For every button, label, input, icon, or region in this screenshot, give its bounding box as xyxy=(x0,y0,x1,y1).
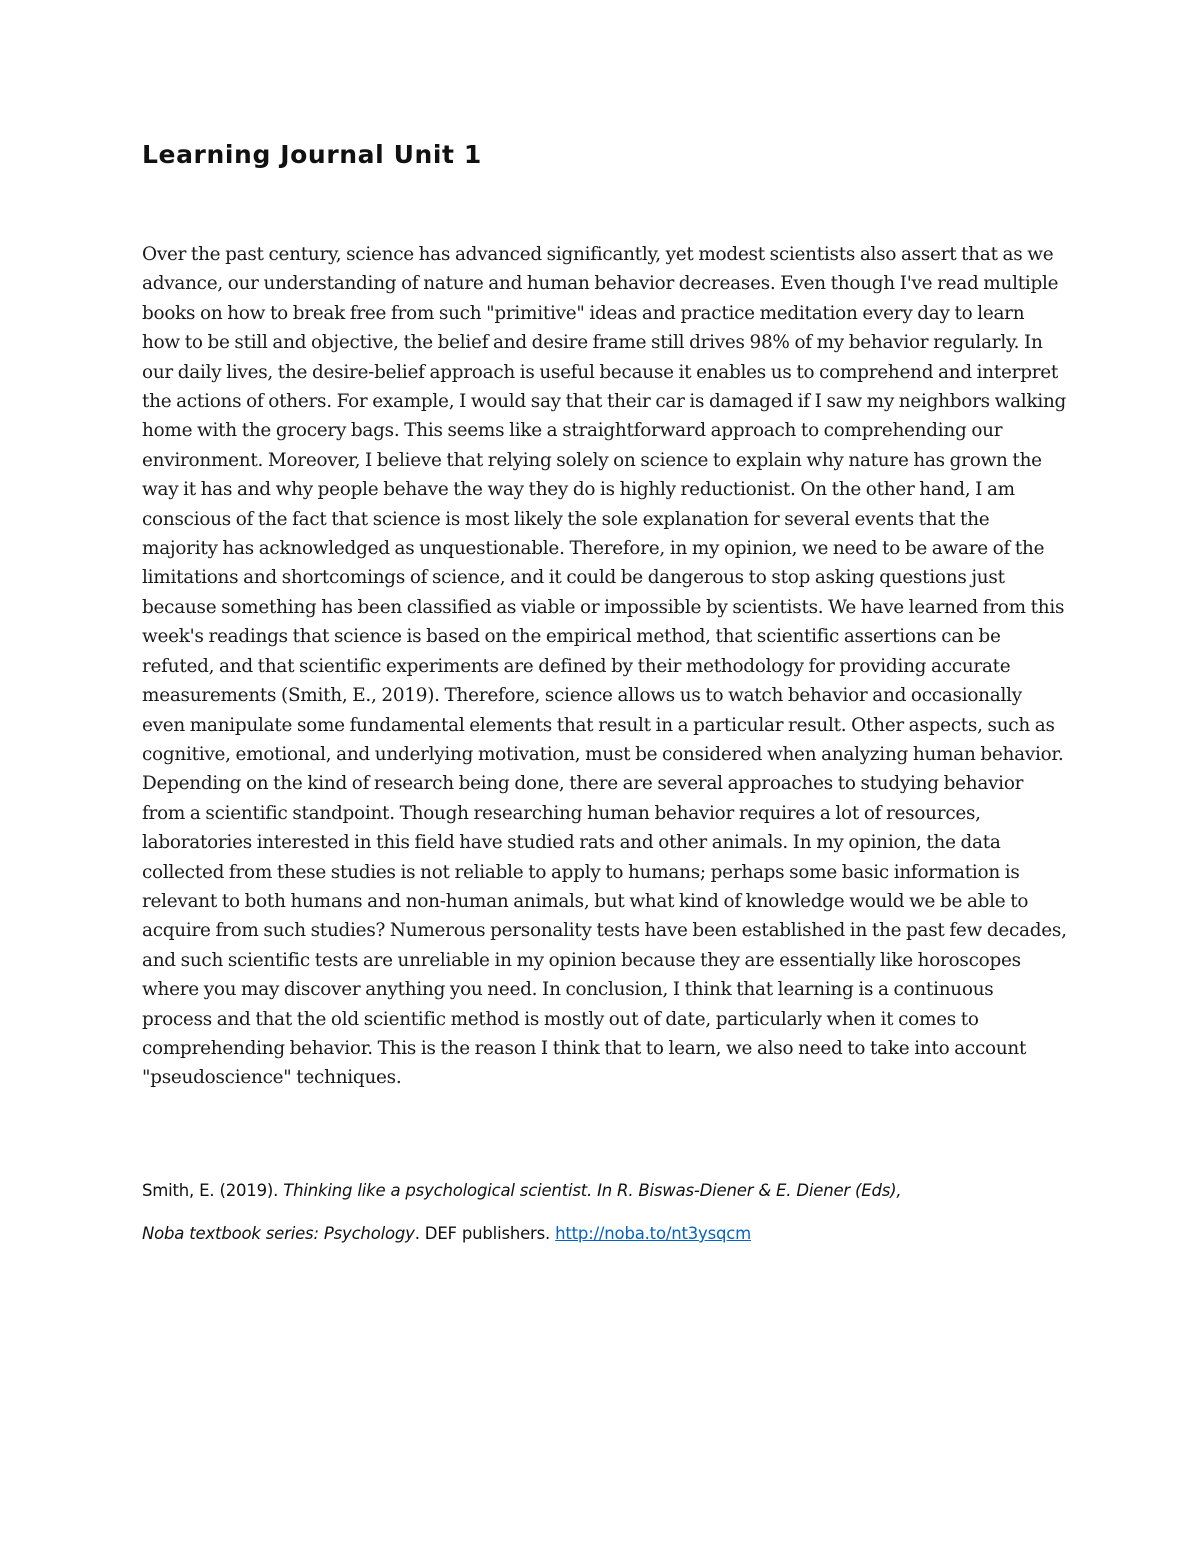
reference-line-2 xyxy=(142,1224,751,1243)
reference-link[interactable]: http://noba.to/nt3ysqcm xyxy=(555,1224,751,1243)
reference-chapter-title: Thinking like a psychological scientist. In R. Biswas-Diener & E. Diener (Eds), xyxy=(283,1181,902,1200)
reference-publisher: DEF publishers. xyxy=(419,1224,556,1243)
journal-body-paragraph: Over the past century, science has advanced significantly, yet modest scientists also assert that as we advance, our understanding of nature and human behavior decreases. Even though I've read multiple books on how to break free from such "primitive" ideas and practice meditation every day to learn how to be still and objective, the belief and desire frame still drives 98% of my behavior regularly. In our daily lives, the desire-belief approach is useful because it enables us to comprehend and interpret the actions of others. For example, I would say that their car is damaged if I saw my neighbors walking home with the grocery bags. This seems like a straightforward approach to comprehending our environment. Moreover, I believe that relying solely on science to explain why nature has grown the way it has and why people behave the way they do is highly reductionist. On the other hand, I am conscious of the fact that science is most likely the sole explanation for several events that the majority has acknowledged as unquestionable. Therefore, in my opinion, we need to be aware of the limitations and shortcomings of science, and it could be dangerous to stop asking questions just because something has been classified as viable or impossible by scientists. We have learned from this week's readings that science is based on the empirical method, that scientific assertions can be refuted, and that scientific experiments are defined by their methodology for providing accurate measurements (Smith, E., 2019). Therefore, science allows us to watch behavior and occasionally even manipulate some fundamental elements that result in a particular result. Other aspects, such as cognitive, emotional, and underlying motivation, must be considered when analyzing human behavior. Depending on the kind of research being done, there are several approaches to studying behavior from a scientific standpoint. Though researching human behavior requires a lot of resources, laboratories interested in this field have studied rats and other animals. In my opinion, the data collected from these studies is not reliable to apply to humans; perhaps some basic information is relevant to both humans and non-human animals, but what kind of knowledge would we be able to acquire from such studies? Numerous personality tests have been established in the past few decades, and such scientific tests are unreliable in my opinion because they are essentially like horoscopes where you may discover anything you need. In conclusion, I think that learning is a continuous process and that the old scientific method is mostly out of date, particularly when it comes to comprehending behavior. This is the reason I think that to learn, we also need to take into account "pseudoscience" techniques. xyxy=(142,244,1067,1089)
document-title: Learning Journal Unit 1 xyxy=(142,140,482,169)
reference-line-1 xyxy=(142,1181,901,1200)
reference-series: Noba textbook series: Psychology xyxy=(142,1224,415,1243)
reference-author-year: Smith, E. (2019). xyxy=(142,1181,279,1200)
reference-period: . xyxy=(414,1224,420,1243)
